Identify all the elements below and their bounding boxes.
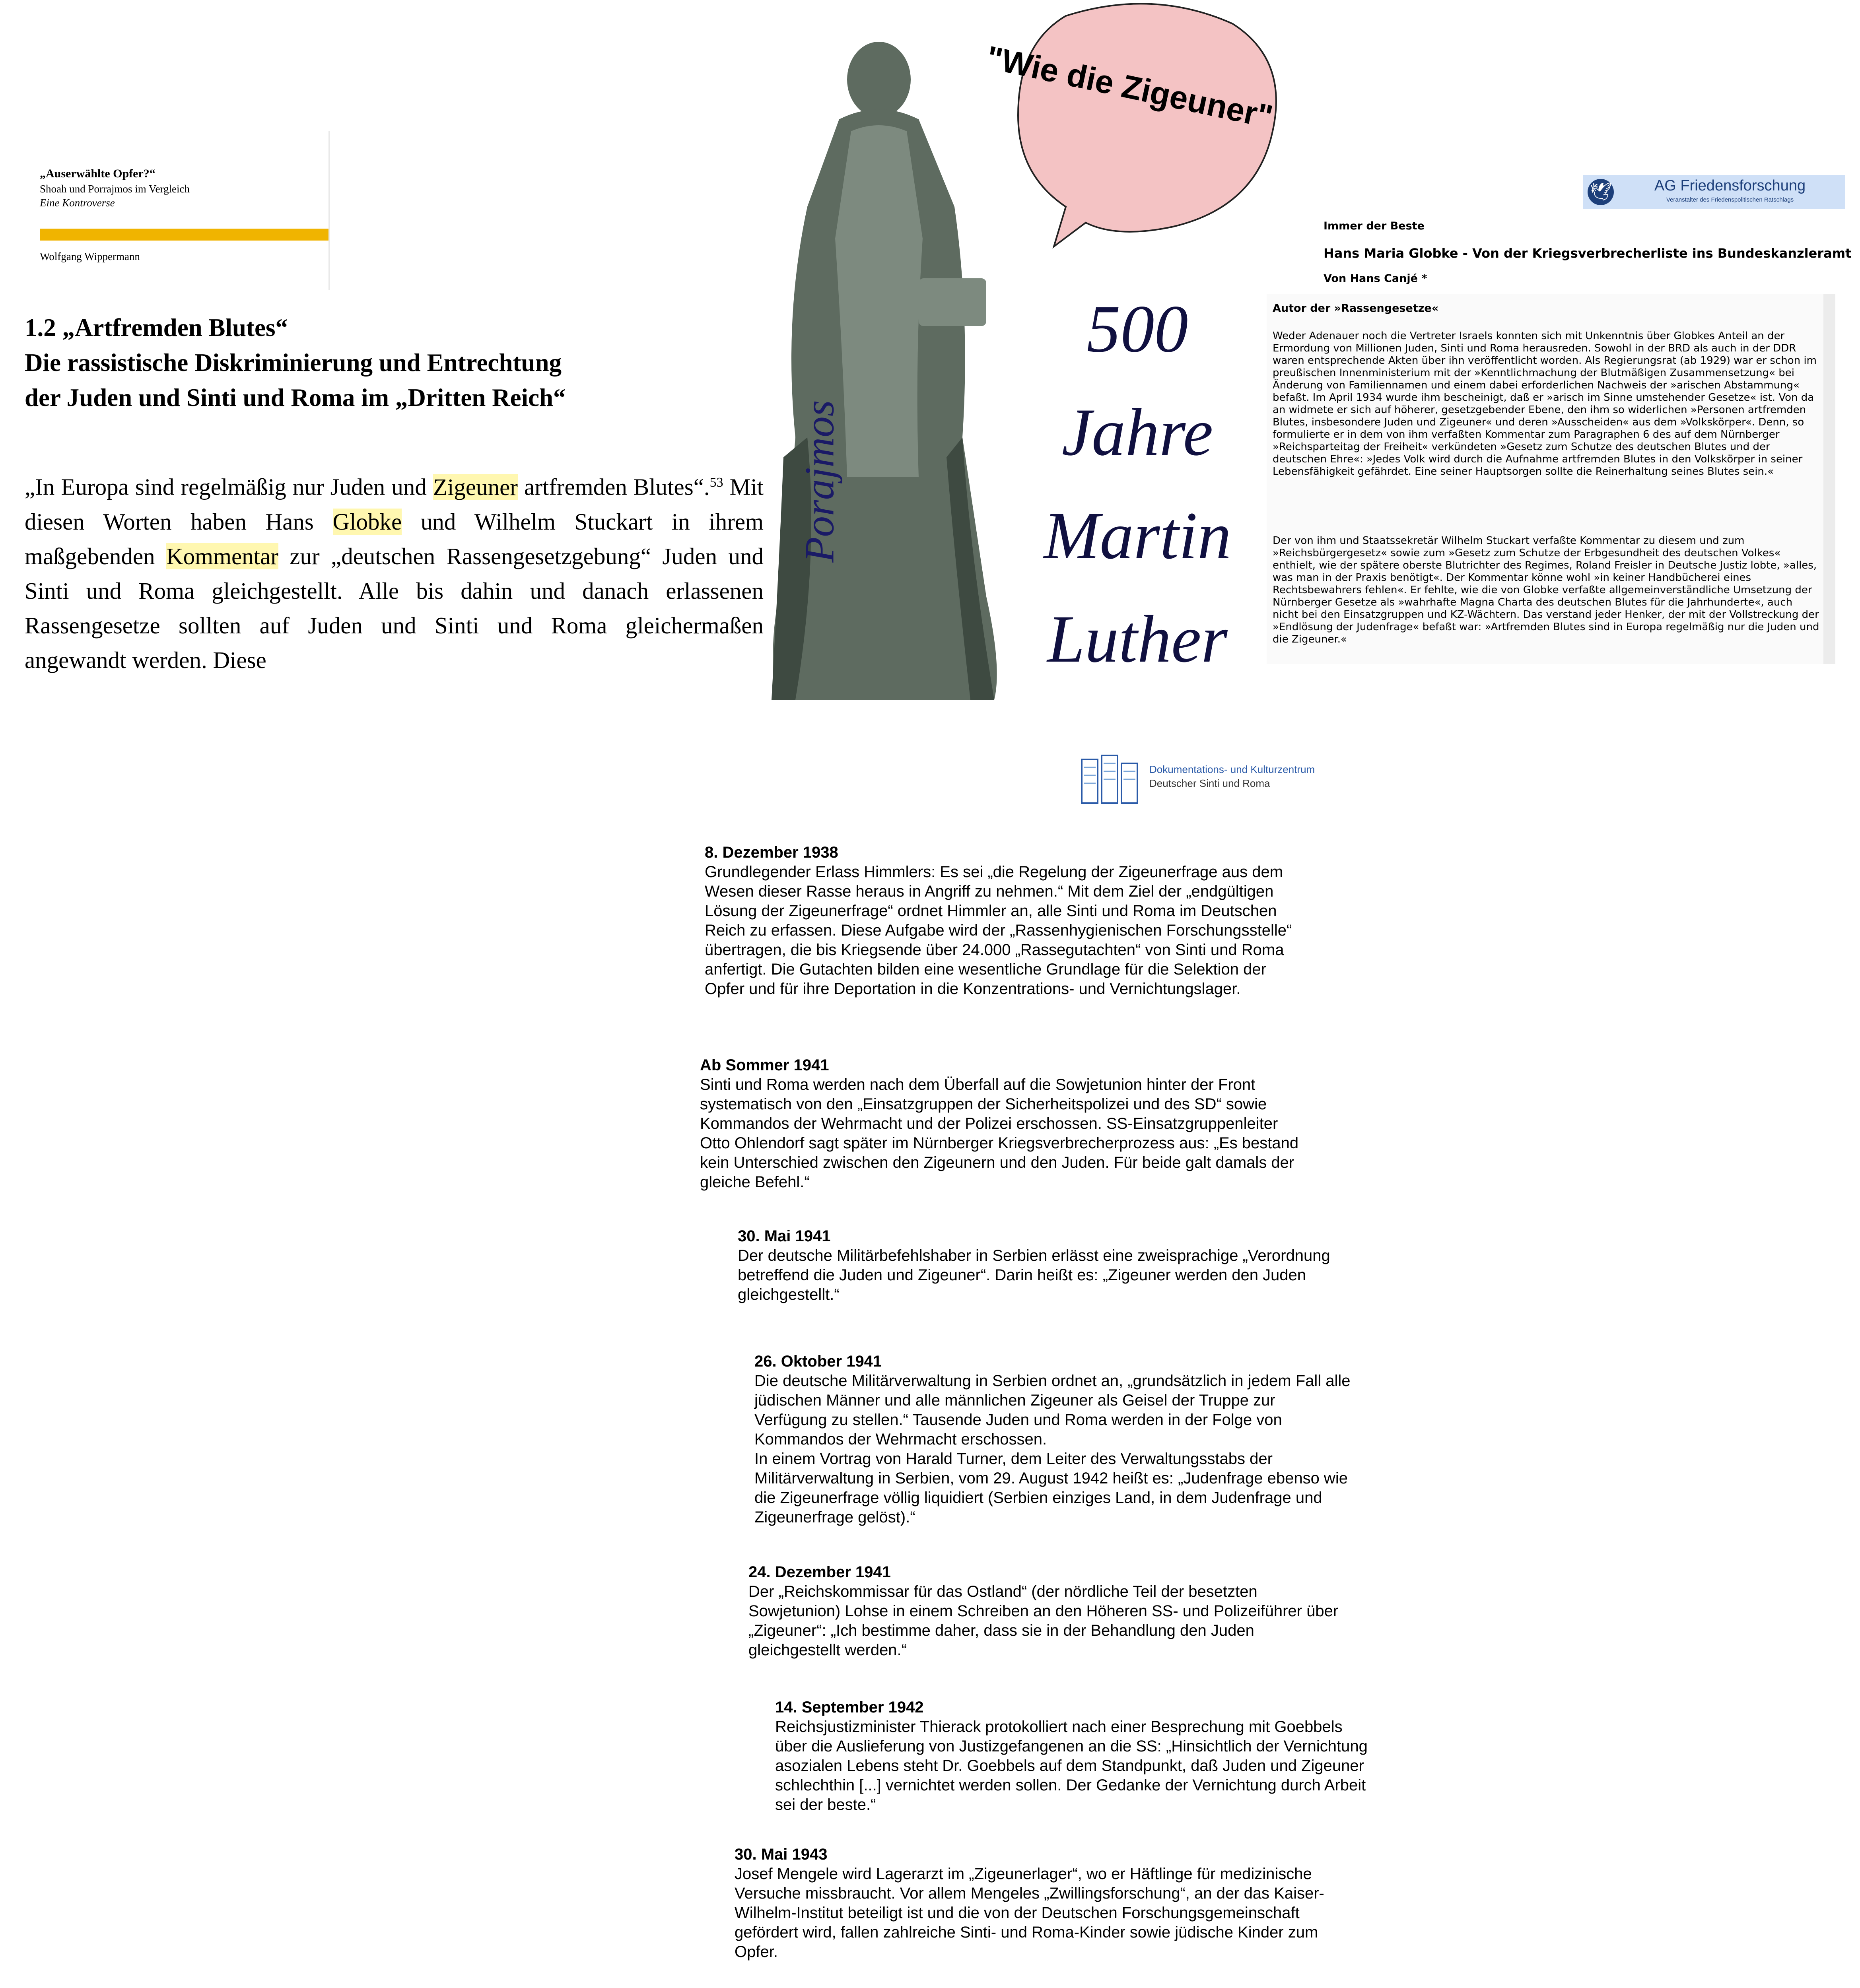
poster-line-jahre: Jahre: [1061, 395, 1213, 470]
article-byline: Von Hans Canjé *: [1324, 272, 1427, 285]
book-header: [40, 167, 326, 209]
highlight-zigeuner: Zigeuner: [433, 474, 518, 500]
book-title: „Auserwählte Opfer?“: [40, 167, 155, 180]
footnote-marker: 53: [709, 475, 723, 490]
article-kicker: Immer der Beste: [1324, 220, 1425, 232]
dok-logo-name: Dokumentations- und Kulturzentrum: [1149, 763, 1315, 775]
timeline-date: Ab Sommer 1941: [700, 1056, 829, 1074]
timeline-date: 26. Oktober 1941: [754, 1353, 882, 1370]
timeline-text: Sinti und Roma werden nach dem Überfall auf die Sowjetunion hinter der Front systematisch von den „Einsatzgruppen der Sicherheitspolizei und des SD“ sowie Kommandos der Wehrmacht und der Polizei erschossen. SS-Einsatzgruppenleiter Otto Ohlendorf sagt später im Nürnberger Kriegsverbrecherprozess aus: „Es bestand kein Unterschied zwischen den Zigeunern und den Juden. Für beide galt damals der gleiche Befehl.“: [700, 1076, 1299, 1191]
timeline-date: 30. Mai 1943: [735, 1846, 828, 1863]
timeline-entry: [700, 1056, 1298, 1192]
timeline-date: 30. Mai 1941: [738, 1227, 831, 1245]
timeline-date: 24. Dezember 1941: [748, 1563, 891, 1581]
timeline-entry: [754, 1352, 1351, 1527]
quote-part: „In Europa sind regelmäßig nur Juden und: [25, 474, 433, 500]
article-title: Hans Maria Globke - Von der Kriegsverbrecherliste ins Bundeskanzleramt: [1324, 246, 1852, 261]
timeline-entry: [738, 1227, 1330, 1305]
book-author: Wolfgang Wippermann: [40, 250, 140, 262]
poster-line-500: 500: [1086, 291, 1188, 366]
timeline-text: Grundlegender Erlass Himmlers: Es sei „die Regelung der Zigeunerfrage aus dem Wesen dieser Rasse heraus in Angriff zu nehmen.“ Mit dem Ziel der „endgültigen Lösung der Zigeunerfrage“ ordnet Himmler an, alle Sinti und Roma im Deutschen Reich zu erfassen. Diese Aufgabe wird der „Rassenhygienischen Forschungsstelle“ übertragen, die bis Kriegsende über 24.000 „Rassegutachten“ von Sinti und Roma anfertigt. Die Gutachten bilden eine wesentliche Grundlage für die Selektion der Opfer und für ihre Deportation in die Konzentrations- und Vernichtungslager.: [705, 863, 1292, 998]
timeline-text: Der „Reichskommissar für das Ostland“ (der nördliche Teil der besetzten Sowjetunion) Lohse in einem Schreiben an den Höheren SS- und Polizeiführer über „Zigeuner“: „Ich bestimme daher, dass sie in der Behandlung den Juden gleichgestellt werden.“: [748, 1583, 1339, 1659]
section-heading-line-1: 1.2 „Artfremden Blutes“: [25, 314, 288, 342]
poster-line-martin: Martin: [1043, 498, 1232, 573]
section-heading-line-2: Die rassistische Diskriminierung und Entrechtung: [25, 349, 562, 377]
dok-logo-name-2: Deutscher Sinti und Roma: [1149, 777, 1270, 789]
timeline-text: Reichsjustizminister Thierack protokolliert nach einer Besprechung mit Goebbels über die Auslieferung von Justizgefangenen an die SS: „Hinsichtlich der Vernichtung asozialen Lebens steht Dr. Goebbels auf dem Standpunkt, daß Juden und Zigeuner schlechthin [...] vernichtet werden sollen. Der Gedanke der Vernichtung durch Arbeit sei der beste.“: [775, 1718, 1368, 1813]
section-heading: [25, 310, 581, 415]
ag-friedensforschung-logo[interactable]: [1583, 175, 1845, 209]
speech-bubble-text: "Wie die Zigeuner": [983, 39, 1276, 136]
highlight-kommentar: Kommentar: [166, 543, 278, 569]
highlight-globke: Globke: [332, 508, 402, 535]
book-quote: [25, 465, 764, 678]
logo-subtitle: Veranstalter des Friedenspolitischen Ratschlags: [1666, 196, 1794, 203]
timeline-entry: [775, 1698, 1368, 1815]
logo-title: AG Friedensforschung: [1654, 177, 1806, 194]
timeline-date: 8. Dezember 1938: [705, 844, 838, 861]
article-paragraph-1: Weder Adenauer noch die Vertreter Israels konnten sich mit Unkenntnis über Globkes Anteil an der Ermordung von Millionen Juden, Sinti und Roma herausreden. Sowohl in der BRD als auch in der DDR waren entsprechende Akten über ihn veröffentlicht worden. Als Regierungsrat (ab 1929) war er schon im preußischen Innenministerium mit der »Kenntlichmachung der Blutmäßigen Zusammensetzung« bei Änderung von Familiennamen und einem dabei erforderlichen Nachweis der »arischen Abstammung« befaßt. Im April 1934 wurde ihm bescheinigt, daß er »arisch im Sinne umstehender Gesetze« ist. Von da an widmete er sich auf höherer, gesetzgebender Ebene, den ihm so widerlichen »Personen artfremden Blutes, insbesondere Juden und Zigeuner« und deren »Ausscheiden« aus dem »Volkskörper«. Denn, so formulierte er in dem von ihm verfaßten Kommentar zum Paragraphen 6 des auf dem Nürnberger »Reichsparteitag der Freiheit« verkündeten »Gesetz zum Schutze des deutschen Blutes und der deutschen Ehre«: »Jedes Volk wird durch die Aufnahme artfremden Blutes in den Volkskörper in seiner Lebensfähigkeit gefährdet. Eine seiner Hauptsorgen sollte die Reinerhaltung seines Blutes sein.«: [1273, 330, 1817, 478]
timeline-entry: [735, 1845, 1324, 1962]
timeline-entry: [705, 843, 1292, 999]
timeline-text: Die deutsche Militärverwaltung in Serbien ordnet an, „grundsätzlich in jedem Fall alle jüdischen Männer und alle männlichen Zigeuner als Geisel der Truppe zur Verfügung zu stellen.“ Tausende Juden und Roma werden in der Folge von Kommandos der Wehrmacht erschossen. In einem Vortrag von Harald Turner, dem Leiter des Verwaltungsstabs der Militärverwaltung in Serbien, vom 29. August 1942 heißt es: „Judenfrage ebenso wie die Zigeunerfrage völlig liquidiert (Serbien einziges Land, in dem Judenfrage und Zigeunerfrage gelöst).“: [754, 1372, 1351, 1526]
book-subtitle: Shoah und Porrajmos im Vergleich: [40, 183, 190, 195]
article-paragraph-2: Der von ihm und Staatssekretär Wilhelm Stuckart verfaßte Kommentar zu diesem und zum »Reichsbürgergesetz« sowie zum »Gesetz zum Schutze der Erbgesundheit des deutschen Volkes« enthielt, wie der spätere oberste Blutrichter des Regimes, Roland Freisler in Deutsche Justiz lobte, »alles, was man in der Praxis benötigt«. Der Kommentar könne wohl »in keiner Handbücherei eines Rechtsbewahrers fehlen«. Er fehlte, wie die von Globke verfaßte allgemeinverständliche Umsetzung der Nürnberger Gesetze als »wahrhafte Magna Charta des deutschen Blutes für die Jahrhunderte«, auch nicht bei den Einsatzgruppen und KZ-Wächtern. Das verstand jeder Henker, der mit der Vollstreckung der »Endlösung der Judenfrage« befaßt war: »Artfremden Blutes sind in Europa regelmäßig nur die Juden und die Zigeuner.«: [1273, 535, 1819, 645]
book-accent-bar: [40, 229, 328, 241]
timeline-text: Josef Mengele wird Lagerarzt im „Zigeunerlager“, wo er Häftlinge für medizinische Versuche missbraucht. Vor allem Mengeles „Zwillingsforschung“, an der das Kaiser- Wilhelm-Institut beteiligt ist und die von der Deutschen Forschungsgemeinschaft gefördert wird, fallen zahlreiche Sinti- und Roma-Kinder sowie jüdische Kinder zum Opfer.: [735, 1865, 1324, 1961]
timeline-entry: [748, 1563, 1338, 1660]
section-heading-line-3: der Juden und Sinti und Roma im „Dritten Reich“: [25, 384, 566, 412]
quote-part: zur „deutschen Rassengesetzgebung“ Juden und Sinti und Roma gleichgestellt. Alle bis dahin und danach erlassenen Rassengesetze sollten auf Juden und Sinti und Roma gleichermaßen angewandt werden. Diese: [25, 543, 764, 673]
quote-part: und Wilhelm Stuckart in ihrem maßgebenden: [25, 508, 764, 569]
timeline-date: 14. September 1942: [775, 1699, 924, 1716]
header-divider: [328, 131, 330, 290]
dove-icon: 🕊: [1588, 179, 1614, 205]
article-subheading: Autor der »Rassengesetze«: [1273, 302, 1439, 315]
quote-part: artfremden Blutes“.: [517, 474, 710, 500]
timeline-text: Der deutsche Militärbefehlshaber in Serbien erlässt eine zweisprachige „Verordnung betreffend die Juden und Zigeuner“. Darin heißt es: „Zigeuner werden den Juden gleichgestellt.“: [738, 1247, 1330, 1303]
quote-part: Mit diesen Worten haben Hans: [25, 474, 764, 535]
porajmos-vertical-label: Porajmos: [796, 400, 843, 563]
book-subtitle-2: Eine Kontroverse: [40, 197, 115, 209]
poster-line-luther: Luther: [1047, 602, 1228, 676]
